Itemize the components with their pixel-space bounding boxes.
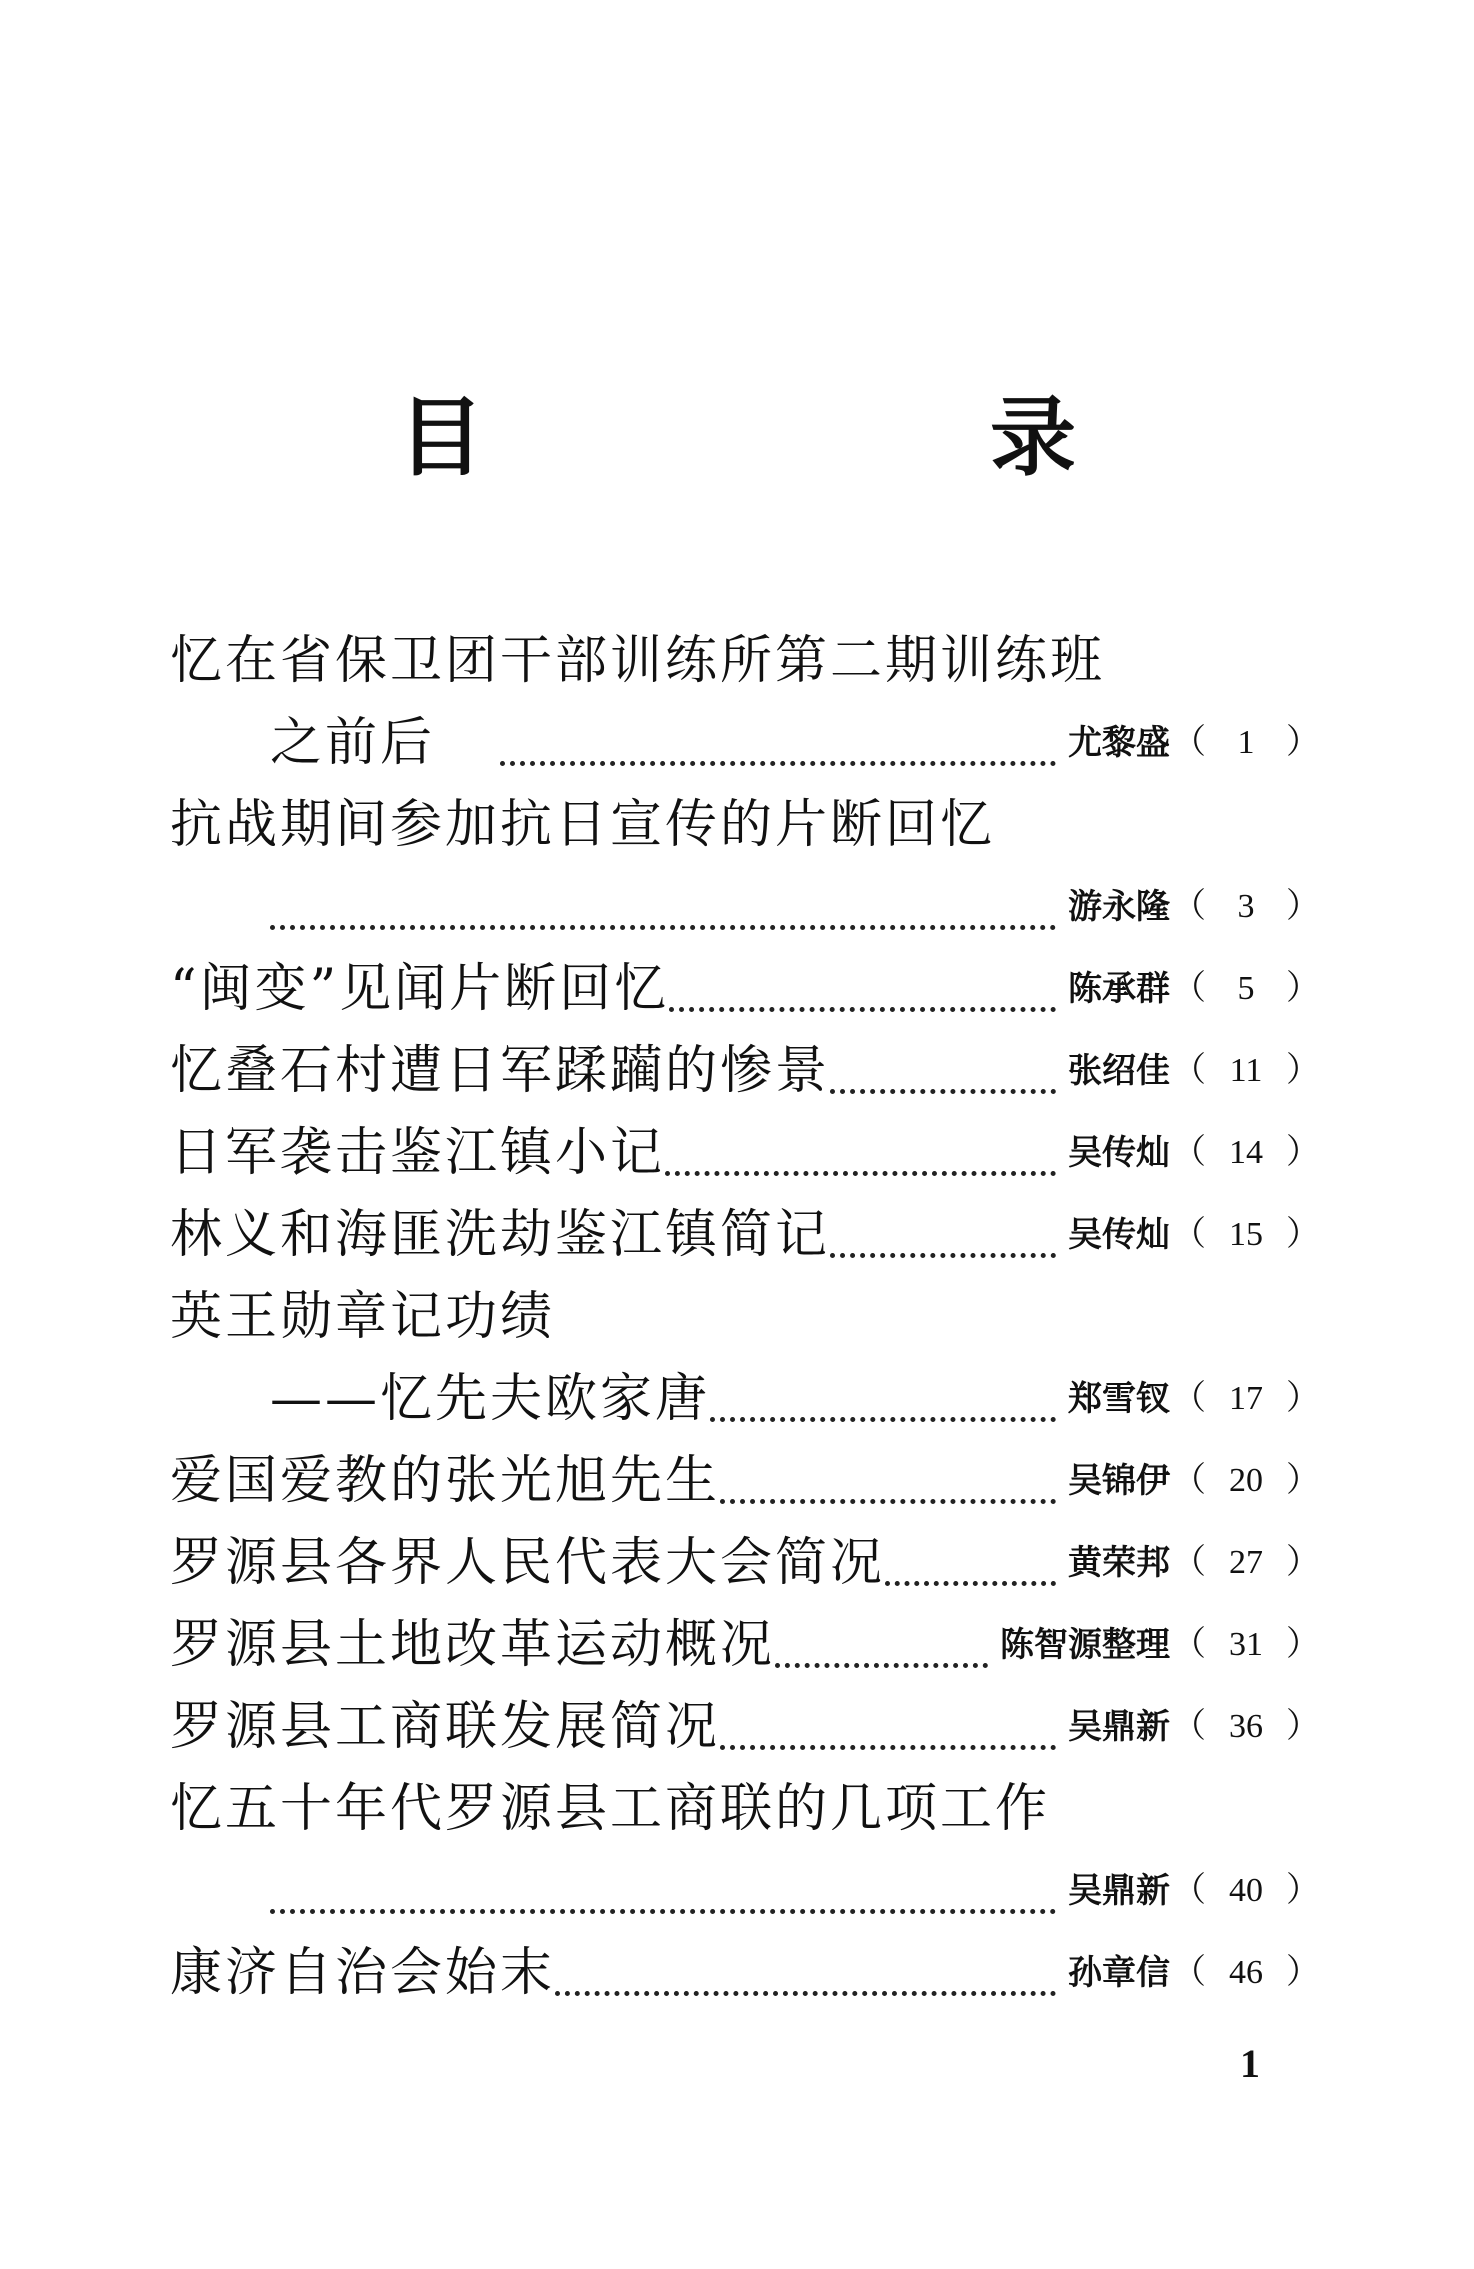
toc-entry-5[interactable] bbox=[170, 1112, 1320, 1194]
toc-entry-author: 陈智源整理 bbox=[1000, 1625, 1170, 1665]
toc-entry-title: 罗源县各界人民代表大会简况 bbox=[170, 1533, 886, 1593]
toc-entry-page-ref: （ 31 ） bbox=[1172, 1626, 1320, 1663]
toc-entry-author: 尤黎盛 bbox=[1068, 723, 1170, 763]
toc-entry-title-cont: ——忆先夫欧家唐 bbox=[270, 1369, 711, 1429]
dot-leader bbox=[830, 1253, 1056, 1258]
toc-entry-page-ref: （ 3 ） bbox=[1172, 888, 1320, 925]
toc-entry-author: 吴传灿 bbox=[1068, 1133, 1170, 1173]
toc-entry-page-ref: （ 20 ） bbox=[1172, 1462, 1320, 1499]
toc-entry-9[interactable] bbox=[170, 1522, 1320, 1604]
toc-entry-12-line2[interactable] bbox=[170, 1850, 1320, 1932]
toc-entry-title: 爱国爱教的张光旭先生 bbox=[170, 1451, 721, 1511]
toc-entry-8[interactable] bbox=[170, 1440, 1320, 1522]
toc-entry-2-line2[interactable] bbox=[170, 866, 1320, 948]
page-number: 1 bbox=[1240, 2041, 1260, 2086]
toc-entry-1-line2[interactable] bbox=[170, 702, 1320, 784]
toc-entry-4[interactable] bbox=[170, 1030, 1320, 1112]
page-title: 目 录 bbox=[398, 388, 1286, 488]
toc-entry-title: 抗战期间参加抗日宣传的片断回忆 bbox=[170, 795, 996, 855]
toc-entry-author: 黄荣邦 bbox=[1068, 1543, 1170, 1583]
toc-entry-title: 忆叠石村遭日军蹂躏的惨景 bbox=[170, 1041, 831, 1101]
dot-leader bbox=[720, 1499, 1056, 1504]
toc-entry-3[interactable] bbox=[170, 948, 1320, 1030]
toc-entry-author: 吴鼎新 bbox=[1068, 1707, 1170, 1747]
dot-leader bbox=[885, 1581, 1056, 1586]
dot-leader bbox=[665, 1171, 1056, 1176]
toc-entry-title-cont: 之前后 bbox=[270, 713, 436, 773]
toc-entry-page-ref: （ 17 ） bbox=[1172, 1380, 1320, 1417]
toc-entry-title: 罗源县工商联发展简况 bbox=[170, 1697, 721, 1757]
toc-entry-author: 吴鼎新 bbox=[1068, 1871, 1170, 1911]
toc-entry-title: 英王勋章记功绩 bbox=[170, 1287, 556, 1347]
toc-entry-2-line1 bbox=[170, 784, 1320, 866]
toc-entry-page-ref: （ 5 ） bbox=[1172, 970, 1320, 1007]
toc-entry-7-line1 bbox=[170, 1276, 1320, 1358]
toc-entry-page-ref: （ 36 ） bbox=[1172, 1708, 1320, 1745]
toc-entry-author: 游永隆 bbox=[1068, 887, 1170, 927]
toc-entry-title: 日军袭击鉴江镇小记 bbox=[170, 1123, 666, 1183]
toc-entry-13[interactable] bbox=[170, 1932, 1320, 2014]
toc-entry-11[interactable] bbox=[170, 1686, 1320, 1768]
toc-entry-author: 陈承群 bbox=[1068, 969, 1170, 1009]
dot-leader bbox=[775, 1663, 988, 1668]
dot-leader bbox=[710, 1417, 1056, 1422]
toc-entry-page-ref: （ 11 ） bbox=[1172, 1052, 1320, 1089]
toc-entry-12-line1 bbox=[170, 1768, 1320, 1850]
toc-entry-author: 吴传灿 bbox=[1068, 1215, 1170, 1255]
dot-leader bbox=[720, 1745, 1056, 1750]
dot-leader bbox=[669, 1007, 1056, 1012]
dot-leader bbox=[270, 1909, 1056, 1914]
toc-entry-1-line1 bbox=[170, 620, 1320, 702]
toc-entry-title: 罗源县土地改革运动概况 bbox=[170, 1615, 776, 1675]
dot-leader bbox=[555, 1991, 1056, 1996]
toc-entry-title: “闽变”见闻片断回忆 bbox=[170, 959, 670, 1019]
toc-entry-author: 郑雪钗 bbox=[1068, 1379, 1170, 1419]
dot-leader bbox=[270, 925, 1056, 930]
toc-entry-author: 孙章信 bbox=[1068, 1953, 1170, 1993]
toc-entry-7-line2[interactable] bbox=[170, 1358, 1320, 1440]
toc-entry-title: 林义和海匪洗劫鉴江镇简记 bbox=[170, 1205, 831, 1265]
toc-entry-6[interactable] bbox=[170, 1194, 1320, 1276]
toc-entry-10[interactable] bbox=[170, 1604, 1320, 1686]
dot-leader bbox=[830, 1089, 1056, 1094]
toc-entry-page-ref: （ 15 ） bbox=[1172, 1216, 1320, 1253]
toc-entry-page-ref: （ 1 ） bbox=[1172, 724, 1320, 761]
toc-entry-title: 康济自治会始末 bbox=[170, 1943, 556, 2003]
toc-entry-title: 忆在省保卫团干部训练所第二期训练班 bbox=[170, 631, 1106, 691]
dot-leader bbox=[500, 761, 1056, 766]
toc-entry-page-ref: （ 40 ） bbox=[1172, 1872, 1320, 1909]
toc-entry-page-ref: （ 46 ） bbox=[1172, 1954, 1320, 1991]
table-of-contents bbox=[170, 620, 1320, 2014]
toc-entry-author: 吴锦伊 bbox=[1068, 1461, 1170, 1501]
toc-entry-title: 忆五十年代罗源县工商联的几项工作 bbox=[170, 1779, 1051, 1839]
toc-entry-page-ref: （ 27 ） bbox=[1172, 1544, 1320, 1581]
toc-entry-page-ref: （ 14 ） bbox=[1172, 1134, 1320, 1171]
toc-entry-author: 张绍佳 bbox=[1068, 1051, 1170, 1091]
